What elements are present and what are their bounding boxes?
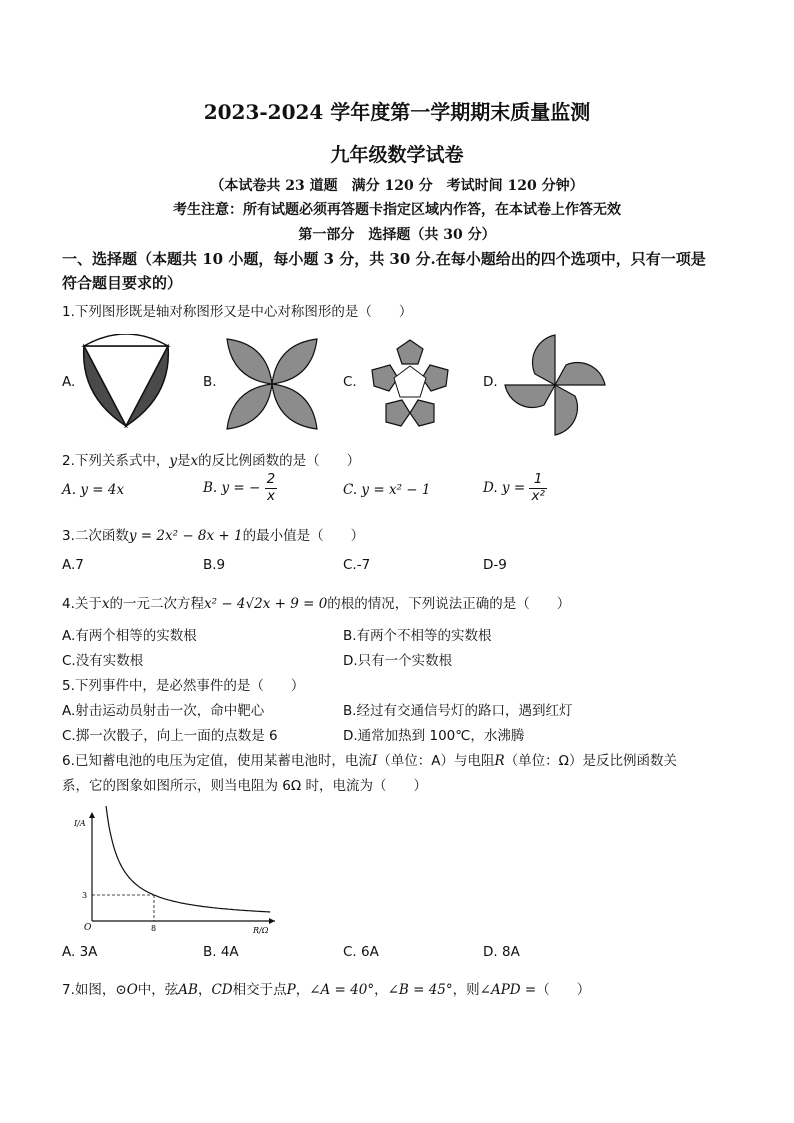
q5-option-a: A.射击运动员射击一次，命中靶心 (62, 703, 265, 719)
q7-point-p: P (286, 982, 296, 998)
q2-option-c-text: C. y = x² − 1 (343, 482, 431, 498)
q2-option-b-fraction (265, 472, 278, 504)
q2-option-b-text: B. y = − (203, 480, 261, 497)
question-3-stem (62, 524, 364, 544)
q6-option-c: C. 6A (343, 944, 379, 960)
q7-chord-ab: AB (178, 982, 198, 998)
q4-stem-part: 的一元二次方程 (109, 596, 205, 612)
question-6-line1 (62, 749, 677, 769)
question-5-stem: 5.下列事件中，是必然事件的是（ ） (62, 678, 305, 694)
q3-option-a: A.7 (62, 557, 84, 573)
q2-stem-part: 的反比例函数的是（ ） (198, 453, 361, 469)
q2-option-a-text: A. y = 4x (62, 482, 125, 498)
q6-option-d: D. 8A (483, 944, 520, 960)
q7-stem-part: （ ） (536, 982, 591, 998)
exam-notice: 考生注意：所有试题必须再答题卡指定区域内作答，在本试卷上作答无效 (173, 202, 621, 218)
q4-option-a: A.有两个相等的实数根 (62, 628, 197, 644)
section-heading-line2: 符合题目要求的） (62, 274, 183, 292)
origin-label: O (84, 923, 92, 933)
q1-figure-d (500, 330, 610, 440)
q7-circle: ⊙O (115, 982, 138, 998)
q6-var-i: I (371, 753, 378, 769)
x-axis-arrow-icon (269, 918, 275, 924)
q3-stem-part: 3.二次函数 (62, 528, 129, 544)
q4-stem-part: 4.关于 (62, 596, 102, 612)
q4-expression: x² − 4√2x + 9 = 0 (204, 596, 328, 612)
fraction-denominator: x² (531, 487, 545, 504)
q4-stem-part: 的根的情况，下列说法正确的是（ ） (327, 596, 571, 612)
exam-title: 2023-2024 学年度第一学期期末质量监测 (203, 100, 591, 124)
exam-info: （本试卷共 23 道题 满分 120 分 考试时间 120 分钟） (210, 178, 584, 194)
q2-option-d-fraction (529, 472, 546, 504)
question-6-line2: 系，它的图象如图所示，则当电阻为 6Ω 时，电流为（ ） (62, 778, 427, 794)
q5-option-d: D.通常加热到 100℃，水沸腾 (343, 728, 525, 744)
q3-option-b: B.9 (203, 557, 226, 573)
q4-option-b: B.有两个不相等的实数根 (343, 628, 492, 644)
q2-option-b (203, 472, 277, 504)
q6-stem-part: （单位：A）与电阻 (377, 753, 495, 769)
question-1-stem: 1.下列图形既是轴对称图形又是中心对称图形的是（ ） (62, 304, 413, 320)
q2-option-d (483, 472, 547, 504)
q2-option-d-text: D. y = (483, 480, 526, 497)
q7-angle-a: ∠A = 40° (309, 982, 375, 998)
section-heading-line1: 一、选择题（本题共 10 小题，每小题 3 分，共 30 分.在每小题给出的四个选项中，只有一项是 (62, 250, 706, 268)
q4-var-x: x (101, 596, 110, 612)
q5-option-b: B.经过有交通信号灯的路口，遇到红灯 (343, 703, 573, 719)
q2-var-y: y (169, 453, 178, 469)
q7-separator: ， (374, 982, 388, 998)
q6-graph (70, 806, 280, 936)
q7-chord-cd: CD (211, 982, 233, 998)
q1-option-c-label: C. (343, 374, 357, 390)
q3-expression: y = 2x² − 8x + 1 (128, 528, 243, 544)
q3-stem-part: 的最小值是（ ） (242, 528, 365, 544)
q3-option-d: D-9 (483, 557, 507, 573)
q1-option-b-label: B. (203, 374, 217, 390)
q6-var-r: R (494, 753, 505, 769)
inverse-curve (104, 806, 270, 912)
q3-option-c: C.-7 (343, 557, 371, 573)
part-heading: 第一部分 选择题（共 30 分） (298, 227, 496, 243)
q6-option-a: A. 3A (62, 944, 98, 960)
fraction-denominator: x (266, 487, 275, 504)
q2-option-c (343, 482, 430, 498)
q6-option-b: B. 4A (203, 944, 239, 960)
fraction-numerator: 2 (266, 471, 276, 487)
question-2-stem (62, 449, 360, 469)
q6-stem-part: （单位：Ω）是反比例函数关 (504, 753, 677, 769)
q1-figure-b (222, 334, 322, 434)
q2-option-a (62, 482, 124, 498)
q5-option-c: C.掷一次骰子，向上一面的点数是 6 (62, 728, 278, 744)
q6-stem-part: 6.已知蓄电池的电压为定值，使用某蓄电池时，电流 (62, 753, 372, 769)
fraction-numerator: 1 (529, 472, 546, 489)
y-axis-arrow-icon (89, 812, 95, 818)
q1-option-d-label: D. (483, 374, 498, 390)
q1-figure-c (360, 334, 460, 434)
q1-option-a-label: A. (62, 374, 76, 390)
q1-figure-a (76, 334, 176, 434)
q4-option-c: C.没有实数根 (62, 653, 144, 669)
q7-stem-part: 7.如图， (62, 982, 116, 998)
q7-angle-apd: ∠APD = (479, 982, 537, 998)
question-7-stem (62, 978, 590, 998)
exam-subtitle: 九年级数学试卷 (330, 144, 464, 166)
q2-var-x: x (190, 453, 199, 469)
x-axis-label: R/Ω (253, 926, 269, 935)
q7-separator: ， (197, 982, 212, 998)
q7-stem-part: 相交于点 (232, 982, 287, 998)
q7-stem-part: ，则 (452, 982, 480, 998)
q2-stem-part: 2.下列关系式中， (62, 453, 170, 469)
q2-stem-part: 是 (177, 453, 191, 469)
question-4-stem (62, 592, 570, 612)
q7-separator: ， (295, 982, 310, 998)
q7-angle-b: ∠B = 45° (387, 982, 453, 998)
x-tick-label: 8 (151, 924, 157, 933)
q4-option-d: D.只有一个实数根 (343, 653, 453, 669)
y-tick-label: 3 (82, 891, 88, 900)
y-axis-label: I/A (74, 819, 86, 828)
q7-stem-part: 中，弦 (137, 982, 179, 998)
